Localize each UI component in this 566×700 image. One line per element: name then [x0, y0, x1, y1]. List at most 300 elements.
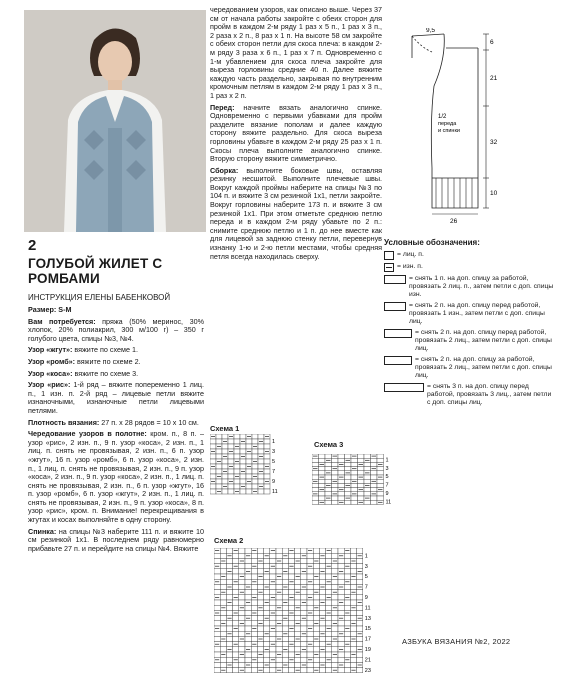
- chart-cell: [220, 564, 226, 569]
- chart-cell: [252, 434, 258, 439]
- chart-cell: [319, 454, 326, 458]
- chart-cell: [319, 657, 325, 662]
- row-number: 21: [364, 657, 371, 664]
- row-number: 9: [272, 479, 276, 485]
- chart-cell: [214, 616, 220, 621]
- chart-cell: [214, 605, 220, 610]
- chart-cell: [295, 657, 301, 662]
- chart-cell: [282, 636, 288, 641]
- chart-cell: [264, 621, 270, 626]
- chart-cell: [332, 631, 338, 636]
- chart-cell: [319, 564, 325, 569]
- chart-cell: [226, 657, 232, 662]
- chart-cell: [245, 590, 251, 595]
- chart-cell: [307, 605, 313, 610]
- chart-cell: [313, 595, 319, 600]
- legend-item: = снять 2 п. на доп. спицу перед работой, провязать 1 изн., затем петли с доп. спицы лиц.: [384, 302, 554, 326]
- chart-cell: [226, 626, 232, 631]
- chart-cell: [319, 496, 326, 500]
- chart-cell: [351, 488, 358, 492]
- chart-cell: [364, 500, 371, 504]
- chart-cell: [364, 475, 371, 479]
- paragraph: Плотность вязания: 27 п. х 28 рядов = 10 х 10 см.: [28, 417, 199, 427]
- row-number: 3: [364, 563, 368, 570]
- chart-cell: [282, 595, 288, 600]
- chart-cell: [276, 553, 282, 558]
- chart-cell: [332, 483, 339, 487]
- chart-cell: [338, 479, 345, 483]
- chart-cell: [301, 548, 307, 553]
- chart-cell: [301, 595, 307, 600]
- chart-cell: [332, 626, 338, 631]
- chart-cell: [276, 595, 282, 600]
- paragraph: Перед: начните вязать аналогично спинке. Одновременно с первыми убавками для пройм разделите вязание пополам и далее каждую сторону вяжите раздельно. Для скоса выреза горловины убавьте в каждом 2-м ряду 25 раз х 1 п. Скосы плеча выполните аналогично спинке. Вторую сторону вяжите симметрично.: [210, 102, 382, 164]
- chart-cell: [226, 610, 232, 615]
- model-photo: [24, 10, 206, 232]
- chart-cell: [233, 652, 239, 657]
- chart-cell: [295, 584, 301, 589]
- chart-cell: [288, 574, 294, 579]
- chart-cell: [264, 626, 270, 631]
- chart-cell: [357, 668, 363, 673]
- chart-cell: [344, 600, 350, 605]
- chart-cell: [245, 574, 251, 579]
- chart-cell: [234, 469, 240, 474]
- chart-cell: [246, 484, 252, 489]
- chart-cell: [357, 574, 363, 579]
- chart-cell: [240, 444, 246, 449]
- row-number: 7: [272, 469, 276, 475]
- chart-cell: [350, 595, 356, 600]
- chart-cell: [214, 600, 220, 605]
- chart-cell: [307, 553, 313, 558]
- chart-cell: [210, 489, 216, 494]
- diagram-label: переда: [438, 121, 457, 127]
- chart-cell: [326, 662, 332, 667]
- chart-cell: [214, 569, 220, 574]
- chart-cell: [264, 668, 270, 673]
- chart-cell: [307, 621, 313, 626]
- chart-cell: [364, 488, 371, 492]
- chart-cell: [220, 600, 226, 605]
- chart-cell: [338, 496, 345, 500]
- chart-cell: [295, 626, 301, 631]
- chart-cell: [257, 662, 263, 667]
- chart-cell: [282, 652, 288, 657]
- paragraph: чередованием узоров, как описано выше. Через 37 см от начала работы закройте с обеих сторон для пройм в каждом 2-м ряду 1 раз х 5 п., 1 раз х 3 п., 2 раза х 2 п., 8 раз х 1 п. На высоте 58 см закройте с обеих сторон петли для скоса плеча: в каждом 2-м ряду 3 раза х 6 п., 1 раз х 7 п. Одновременно с 1-м убавлением для скоса плеча закройте для выреза горловины средние 40 п. Далее вяжите каждую часть раздельно, закрывая по внутренним кромочным петлям в каждом 2-м ряду 1 раз х 3 п., 1 раз х 2 п.: [210, 5, 382, 100]
- chart-cell: [344, 616, 350, 621]
- diagram-label: 6: [490, 39, 494, 46]
- chart-cell: [245, 636, 251, 641]
- chart-cell: [338, 483, 345, 487]
- row-number: 11: [364, 605, 371, 612]
- chart-cell: [377, 454, 384, 458]
- legend-item: = лиц. п.: [384, 251, 554, 260]
- row-number: 5: [272, 459, 276, 465]
- chart-cell: [276, 616, 282, 621]
- chart-cell: [214, 621, 220, 626]
- chart-cell: [350, 579, 356, 584]
- purl-stitch-icon: [384, 263, 394, 272]
- diagram-label: и спинки: [438, 128, 460, 134]
- row-number: 1: [385, 457, 389, 464]
- chart-cell: [258, 449, 264, 454]
- chart-cell: [276, 626, 282, 631]
- chart-cell: [313, 626, 319, 631]
- chart-cell: [332, 553, 338, 558]
- chart-cell: [233, 621, 239, 626]
- chart-cell: [264, 579, 270, 584]
- chart-cell: [264, 605, 270, 610]
- chart-cell: [251, 652, 257, 657]
- chart-cell: [325, 500, 332, 504]
- chart-cell: [239, 553, 245, 558]
- scheme-3-grid: [312, 454, 396, 506]
- diagram-label: 32: [490, 139, 498, 146]
- chart-cell: [234, 449, 240, 454]
- chart-cell: [233, 584, 239, 589]
- chart-cell: [332, 548, 338, 553]
- chart-cell: [222, 474, 228, 479]
- chart-cell: [270, 553, 276, 558]
- diagram-label: 1/2: [438, 114, 447, 120]
- chart-cell: [226, 590, 232, 595]
- chart-cell: [326, 647, 332, 652]
- chart-cell: [319, 579, 325, 584]
- chart-cell: [338, 636, 344, 641]
- chart-cell: [325, 475, 332, 479]
- pattern-number: 2: [28, 237, 37, 254]
- chart-cell: [357, 657, 363, 662]
- chart-cell: [325, 467, 332, 471]
- chart-cell: [332, 616, 338, 621]
- legend-item: = снять 1 п. на доп. спицу за работой, провязать 2 лиц. п., затем петли с доп. спицы изн.: [384, 275, 554, 299]
- chart-cell: [345, 492, 352, 496]
- legend-item: = изн. п.: [384, 263, 554, 272]
- chart-cell: [276, 657, 282, 662]
- chart-cell: [270, 574, 276, 579]
- chart-cell: [344, 574, 350, 579]
- chart-cell: [344, 590, 350, 595]
- chart-cell: [276, 569, 282, 574]
- chart-cell: [264, 610, 270, 615]
- chart-cell: [350, 642, 356, 647]
- chart-cell: [319, 467, 326, 471]
- chart-cell: [332, 600, 338, 605]
- chart-cell: [371, 462, 378, 466]
- chart-cell: [220, 584, 226, 589]
- chart-cell: [251, 605, 257, 610]
- chart-cell: [358, 458, 365, 462]
- diagram-label: 21: [490, 75, 498, 82]
- chart-cell: [258, 489, 264, 494]
- chart-cell: [252, 469, 258, 474]
- chart-cell: [313, 553, 319, 558]
- row-number: 19: [364, 647, 371, 653]
- chart-cell: [214, 558, 220, 563]
- cable-3-right-icon: [384, 275, 406, 284]
- chart-cell: [357, 636, 363, 641]
- chart-cell: [252, 479, 258, 484]
- chart-cell: [377, 471, 384, 475]
- chart-cell: [338, 642, 344, 647]
- cable-3-left-icon: [384, 302, 406, 311]
- chart-cell: [245, 652, 251, 657]
- chart-cell: [338, 652, 344, 657]
- chart-cell: [276, 662, 282, 667]
- chart-cell: [270, 616, 276, 621]
- chart-cell: [357, 626, 363, 631]
- chart-cell: [345, 500, 352, 504]
- chart-cell: [282, 574, 288, 579]
- chart-cell: [245, 668, 251, 673]
- chart-cell: [228, 459, 234, 464]
- chart-cell: [332, 496, 339, 500]
- chart-cell: [307, 636, 313, 641]
- chart-cell: [282, 590, 288, 595]
- chart-cell: [257, 642, 263, 647]
- chart-cell: [288, 584, 294, 589]
- chart-cell: [216, 434, 222, 439]
- chart-cell: [338, 574, 344, 579]
- chart-cell: [301, 621, 307, 626]
- chart-cell: [251, 647, 257, 652]
- chart-cell: [258, 479, 264, 484]
- chart-cell: [377, 492, 384, 496]
- chart-cell: [228, 454, 234, 459]
- chart-cell: [307, 668, 313, 673]
- chart-cell: [216, 469, 222, 474]
- chart-cell: [312, 462, 319, 466]
- chart-cell: [239, 642, 245, 647]
- chart-cell: [338, 548, 344, 553]
- chart-cell: [350, 584, 356, 589]
- chart-cell: [332, 579, 338, 584]
- chart-cell: [222, 479, 228, 484]
- chart-cell: [332, 471, 339, 475]
- chart-cell: [252, 439, 258, 444]
- chart-cell: [264, 454, 270, 459]
- chart-cell: [357, 652, 363, 657]
- chart-cell: [288, 605, 294, 610]
- chart-cell: [270, 662, 276, 667]
- chart-cell: [264, 590, 270, 595]
- chart-cell: [282, 558, 288, 563]
- chart-cell: [233, 590, 239, 595]
- chart-cell: [377, 467, 384, 471]
- chart-cell: [338, 558, 344, 563]
- chart-cell: [313, 584, 319, 589]
- chart-cell: [326, 631, 332, 636]
- chart-cell: [350, 569, 356, 574]
- chart-cell: [345, 467, 352, 471]
- chart-cell: [210, 459, 216, 464]
- chart-cell: [276, 610, 282, 615]
- chart-cell: [351, 496, 358, 500]
- chart-cell: [246, 454, 252, 459]
- chart-cell: [319, 595, 325, 600]
- chart-cell: [270, 569, 276, 574]
- chart-cell: [338, 590, 344, 595]
- chart-cell: [239, 569, 245, 574]
- chart-cell: [214, 647, 220, 652]
- chart-cell: [210, 439, 216, 444]
- chart-cell: [301, 668, 307, 673]
- chart-cell: [295, 548, 301, 553]
- chart-cell: [332, 458, 339, 462]
- chart-cell: [282, 564, 288, 569]
- chart-cell: [214, 662, 220, 667]
- chart-cell: [220, 631, 226, 636]
- chart-cell: [350, 548, 356, 553]
- chart-cell: [257, 610, 263, 615]
- chart-cell: [332, 642, 338, 647]
- chart-cell: [345, 462, 352, 466]
- chart-cell: [350, 631, 356, 636]
- chart-cell: [307, 631, 313, 636]
- chart-cell: [210, 474, 216, 479]
- chart-cell: [312, 500, 319, 504]
- chart-cell: [319, 574, 325, 579]
- chart-cell: [307, 574, 313, 579]
- chart-cell: [220, 548, 226, 553]
- chart-cell: [288, 662, 294, 667]
- chart-cell: [345, 475, 352, 479]
- chart-cell: [319, 558, 325, 563]
- chart-cell: [245, 642, 251, 647]
- chart-cell: [357, 564, 363, 569]
- chart-cell: [245, 564, 251, 569]
- chart-cell: [276, 548, 282, 553]
- row-number: 3: [272, 449, 276, 455]
- chart-cell: [246, 444, 252, 449]
- chart-cell: [358, 496, 365, 500]
- chart-cell: [371, 471, 378, 475]
- chart-cell: [246, 459, 252, 464]
- chart-cell: [220, 647, 226, 652]
- chart-cell: [344, 652, 350, 657]
- chart-cell: [288, 590, 294, 595]
- chart-cell: [228, 469, 234, 474]
- chart-cell: [251, 668, 257, 673]
- chart-cell: [288, 652, 294, 657]
- chart-cell: [220, 579, 226, 584]
- legend-item: = снять 2 п. на доп. спицу за работой, провязать 2 лиц., затем петли с доп. спицы лиц.: [384, 356, 554, 380]
- row-number: 1: [364, 553, 368, 560]
- chart-cell: [282, 548, 288, 553]
- chart-cell: [270, 621, 276, 626]
- chart-cell: [344, 631, 350, 636]
- chart-cell: [295, 600, 301, 605]
- chart-cell: [344, 668, 350, 673]
- chart-cell: [240, 449, 246, 454]
- chart-cell: [295, 662, 301, 667]
- chart-cell: [326, 558, 332, 563]
- chart-cell: [222, 449, 228, 454]
- chart-cell: [358, 471, 365, 475]
- chart-cell: [344, 558, 350, 563]
- chart-cell: [233, 631, 239, 636]
- chart-cell: [226, 642, 232, 647]
- chart-cell: [326, 605, 332, 610]
- chart-cell: [288, 631, 294, 636]
- chart-cell: [319, 636, 325, 641]
- chart-cell: [313, 600, 319, 605]
- chart-cell: [240, 459, 246, 464]
- chart-cell: [332, 584, 338, 589]
- chart-cell: [220, 610, 226, 615]
- chart-cell: [357, 610, 363, 615]
- chart-cell: [295, 569, 301, 574]
- chart-cell: [358, 492, 365, 496]
- row-number: 23: [364, 667, 371, 674]
- chart-cell: [338, 454, 345, 458]
- chart-cell: [301, 636, 307, 641]
- chart-cell: [301, 657, 307, 662]
- chart-cell: [338, 579, 344, 584]
- chart-cell: [319, 610, 325, 615]
- chart-cell: [288, 647, 294, 652]
- chart-cell: [257, 600, 263, 605]
- chart-cell: [245, 657, 251, 662]
- chart-cell: [257, 595, 263, 600]
- chart-cell: [226, 668, 232, 673]
- scheme-2-grid: [214, 548, 382, 678]
- chart-cell: [326, 600, 332, 605]
- chart-cell: [344, 569, 350, 574]
- chart-cell: [301, 590, 307, 595]
- chart-cell: [270, 600, 276, 605]
- chart-cell: [276, 579, 282, 584]
- chart-cell: [282, 668, 288, 673]
- chart-cell: [233, 668, 239, 673]
- chart-cell: [307, 652, 313, 657]
- chart-cell: [288, 668, 294, 673]
- chart-cell: [258, 444, 264, 449]
- chart-cell: [264, 574, 270, 579]
- chart-cell: [233, 616, 239, 621]
- diagram-label: 9,5: [426, 28, 436, 34]
- chart-cell: [228, 439, 234, 444]
- chart-cell: [295, 579, 301, 584]
- chart-cell: [234, 479, 240, 484]
- chart-cell: [295, 564, 301, 569]
- chart-cell: [301, 642, 307, 647]
- chart-cell: [257, 548, 263, 553]
- chart-cell: [258, 434, 264, 439]
- chart-cell: [313, 647, 319, 652]
- chart-cell: [234, 454, 240, 459]
- chart-cell: [313, 548, 319, 553]
- chart-cell: [214, 574, 220, 579]
- paragraph: Вам потребуется: пряжа (50% меринос, 30% хлопок, 20% полиакрил, 300 м/100 г) – 350 г голубого цвета, спицы №3, №4.: [28, 316, 204, 343]
- chart-cell: [239, 610, 245, 615]
- chart-cell: [307, 590, 313, 595]
- chart-cell: [307, 600, 313, 605]
- chart-cell: [301, 652, 307, 657]
- chart-cell: [295, 642, 301, 647]
- chart-cell: [251, 636, 257, 641]
- chart-cell: [270, 652, 276, 657]
- chart-cell: [332, 564, 338, 569]
- chart-cell: [338, 458, 345, 462]
- chart-cell: [350, 647, 356, 652]
- chart-cell: [313, 610, 319, 615]
- chart-cell: [276, 647, 282, 652]
- chart-cell: [377, 483, 384, 487]
- chart-cell: [357, 558, 363, 563]
- chart-cell: [332, 595, 338, 600]
